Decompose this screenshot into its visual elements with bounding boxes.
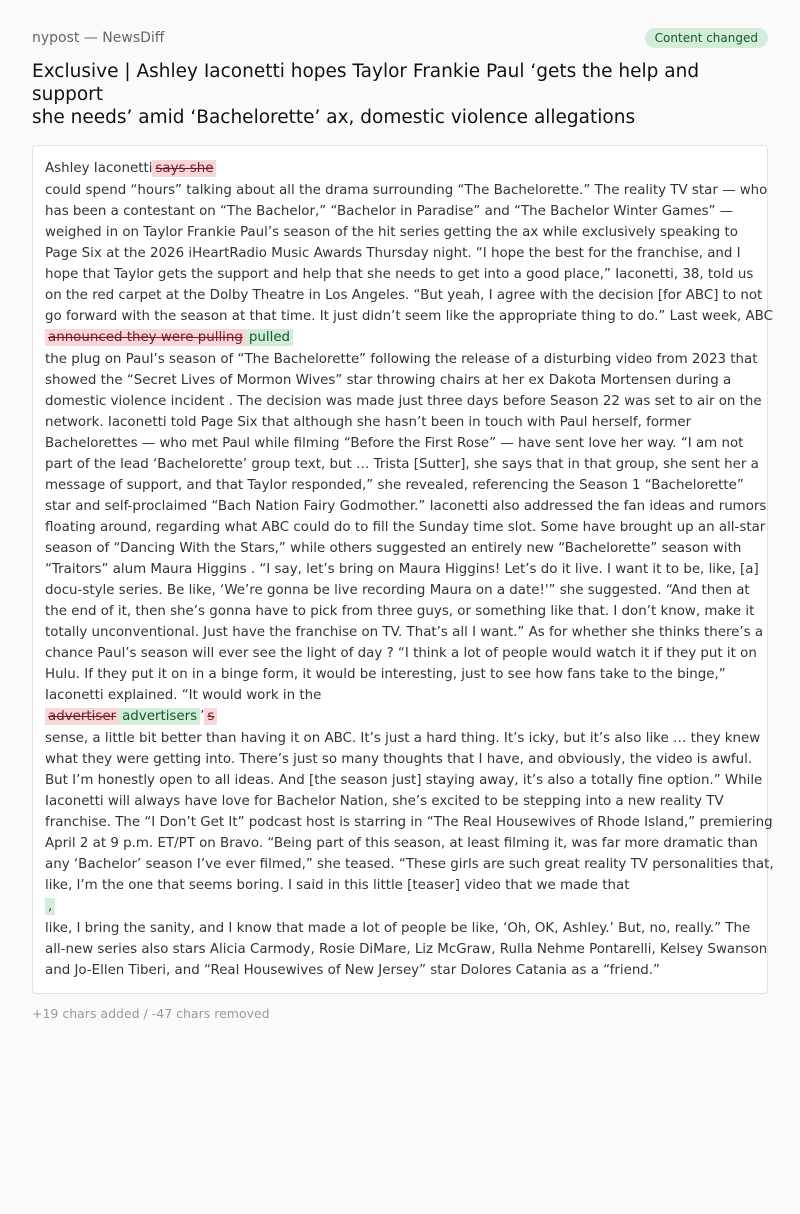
text-line: has been a contestant on “The Bachelor,” “Bachelor in Paradise” and “The Bachelor Winter Games” —: [45, 204, 734, 219]
diff-chunk: [45, 706, 755, 728]
text-line: could spend “hours” talking about all the drama surrounding “The Bachelorette.” The reality TV star — who: [45, 183, 768, 198]
text-line: Iaconetti will always have love for Bachelor Nation, she’s excited to be stepping into a new reality TV: [45, 794, 724, 809]
text-line: and Jo-Ellen Tiberi, and “Real Housewives of New Jersey” star Dolores Catania as a “friend.”: [45, 963, 660, 978]
diff-card: [32, 145, 774, 994]
text-line: sense, a little bit better than having it on ABC. It’s just a hard thing. It’s icky, but it’s also like … they knew: [45, 731, 761, 746]
removed-text: announced they were pulling: [45, 329, 246, 346]
removed-text: advertiser: [45, 708, 119, 725]
text-line: chance Paul’s season will ever see the light of day ? “I think a lot of people would watch it if they put it on: [45, 646, 757, 661]
article-title-line: she needs’ amid ‘Bachelorette’ ax, domestic violence allegations: [32, 107, 636, 128]
text-line: franchise. The “I Don’t Get It” podcast host is starring in “The Real Housewives of Rhode Island,” premiering: [45, 815, 773, 830]
diff-chunk: [45, 158, 755, 180]
text-line: any ‘Bachelor’ season I’ve ever filmed,” she teased. “These girls are such great reality TV personalities that,: [45, 857, 774, 872]
text-line: the plug on Paul’s season of “The Bachelorette” following the release of a disturbing video from 2023 that: [45, 352, 758, 367]
unchanged-text: ’: [200, 709, 205, 724]
text-line: floating around, regarding what ABC could do to fill the Sunday time slot. Some have brought up an all-star: [45, 520, 766, 535]
header: [32, 28, 768, 48]
unchanged-text: Ashley Iaconetti: [45, 161, 153, 176]
diff-chunk: [45, 896, 755, 918]
text-line: docu-style series. Be like, ‘We’re gonna be live recording Maura on a date!'” she suggested. “And then at: [45, 583, 750, 598]
text-line: network. Iaconetti told Page Six that although she hasn’t been in touch with Paul herself, former: [45, 415, 692, 430]
text-line: the end of it, then she’s gonna have to pick from three guys, or something like that. I don’t know, make it: [45, 604, 755, 619]
diff-paragraph: [45, 918, 768, 981]
text-line: like, I bring the sanity, and I know that made a lot of people be like, ‘Oh, OK, Ashley.’ But, no, really.” The: [45, 921, 751, 936]
diff-stats: +19 chars added / -47 chars removed: [32, 1006, 270, 1021]
text-line: all-new series also stars Alicia Carmody, Rosie DiMare, Liz McGraw, Rulla Nehme Pontarelli, Kelsey Swanson: [45, 942, 768, 957]
text-line: part of the lead ‘Bachelorette’ group text, but … Trista [Sutter], she says that in that group, she sent her a: [45, 457, 759, 472]
text-line: Hulu. If they put it on in a binge form, it would be interesting, just to see how fans take to the binge,”: [45, 667, 726, 682]
text-line: like, I’m the one that seems boring. I said in this little [teaser] video that we made that: [45, 878, 630, 893]
added-text: advertisers: [119, 708, 200, 725]
text-line: But I’m honestly open to all ideas. And [the season just] staying away, it’s also a totally fine option.” While: [45, 773, 763, 788]
text-line: star and self-proclaimed “Bach Nation Fairy Godmother.” Iaconetti also addressed the fan ideas and rumors: [45, 499, 767, 514]
text-line: season of “Dancing With the Stars,” while others suggested an entirely new “Bachelorette” season with: [45, 541, 742, 556]
added-text: pulled: [246, 329, 293, 346]
diff-chunk: [45, 327, 755, 349]
text-line: April 2 at 9 p.m. ET/PT on Bravo. “Being part of this season, at least filming it, was far more dramatic than: [45, 836, 758, 851]
text-line: on the red carpet at the Dolby Theatre in Los Angeles. “But yeah, I agree with the decision [for ABC] to not: [45, 288, 763, 303]
added-text: ,: [45, 898, 55, 915]
removed-text: s: [204, 708, 217, 725]
removed-text: says she: [152, 160, 216, 177]
text-line: totally unconventional. Just have the franchise on TV. That’s all I want.” As for whether she thinks there’s a: [45, 625, 764, 640]
article-title: [32, 60, 768, 129]
text-line: Iaconetti explained. “It would work in the: [45, 688, 322, 703]
text-line: showed the “Secret Lives of Mormon Wives” star throwing chairs at her ex Dakota Mortensen during a: [45, 373, 732, 388]
text-line: what they were getting into. There’s just so many thoughts that I have, and obviously, the video is awful.: [45, 752, 753, 767]
diff-paragraph: [45, 349, 767, 706]
diff-paragraph: [45, 728, 774, 896]
text-line: Bachelorettes — who met Paul while filming “Before the First Rose” — have sent love her way. “I am not: [45, 436, 744, 451]
source-label: nypost — NewsDiff: [32, 30, 165, 46]
text-line: domestic violence incident . The decision was made just three days before Season 22 was set to air on the: [45, 394, 762, 409]
text-line: go forward with the season at that time. It just didn’t seem like the appropriate thing to do.” Last week, ABC: [45, 309, 773, 324]
article-title-line: Exclusive | Ashley Iaconetti hopes Taylor Frankie Paul ‘gets the help and support: [32, 61, 700, 105]
text-line: weighed in on Taylor Frankie Paul’s season of the hit series getting the ax while exclusively speaking to: [45, 225, 738, 240]
text-line: hope that Taylor gets the support and help that she needs to get into a good place,” Iaconetti, 38, told us: [45, 267, 754, 282]
status-badge: Content changed: [645, 28, 768, 48]
text-line: “Traitors” alum Maura Higgins . “I say, let’s bring on Maura Higgins! Let’s do it live. I want it to be, like, [a]: [45, 562, 759, 577]
text-line: Page Six at the 2026 iHeartRadio Music Awards Thursday night. “I hope the best for the franchise, and I: [45, 246, 741, 261]
text-line: message of support, and that Taylor responded,” she revealed, referencing the Season 1 “Bachelorette”: [45, 478, 744, 493]
diff-paragraph: [45, 180, 773, 327]
